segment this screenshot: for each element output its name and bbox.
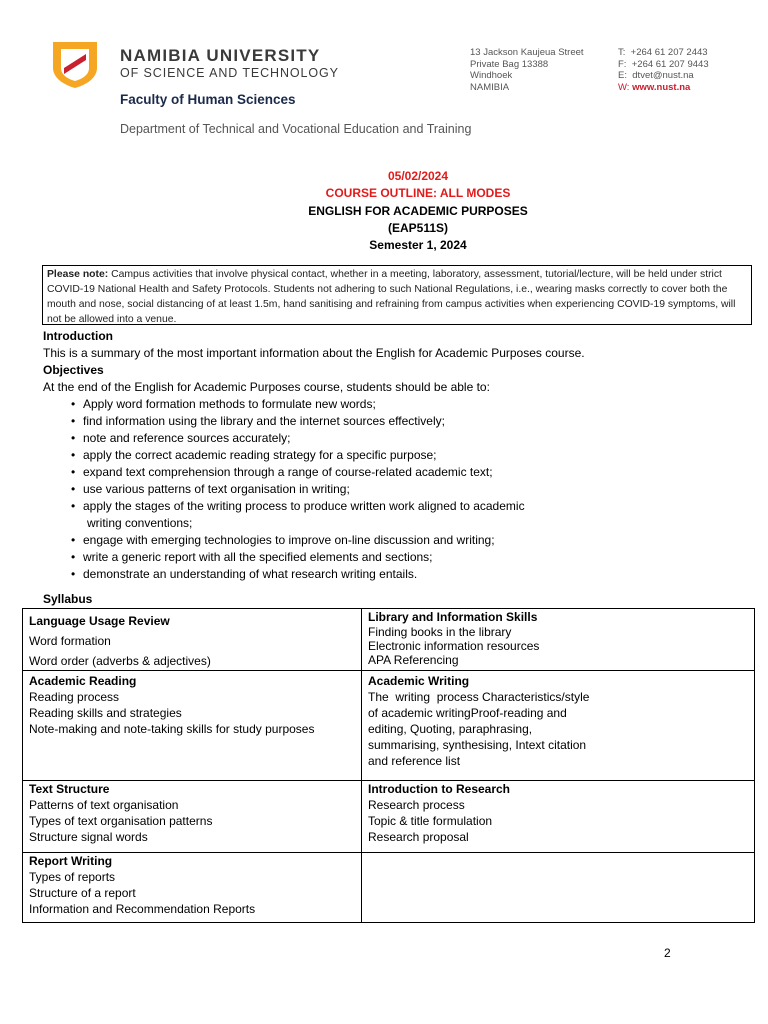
web-link[interactable]: www.nust.na [632, 81, 691, 93]
cell-title: Academic Writing [368, 674, 470, 688]
table-cell [23, 609, 362, 671]
syllabus-heading: Syllabus [43, 592, 93, 606]
table-cell [362, 671, 755, 781]
table-cell [362, 781, 755, 853]
web-line [618, 82, 709, 94]
cell-line: editing, Quoting, paraphrasing, [368, 722, 533, 736]
address-line: Windhoek [470, 70, 513, 81]
email-line [618, 70, 709, 82]
cell-line: Patterns of text organisation [29, 798, 179, 812]
department-name: Department of Technical and Vocational Education and Training [120, 122, 472, 136]
email-value: dtvet@nust.na [632, 70, 694, 81]
cell-title: Library and Information Skills [368, 610, 538, 624]
objective-item: • use various patterns of text organisation in writing; [83, 481, 743, 498]
objective-item: • expand text comprehension through a range of course-related academic text; [83, 464, 743, 481]
cell-line: Electronic information resources [368, 639, 540, 653]
nust-logo [50, 38, 100, 90]
cell-line: of academic writingProof-reading and [368, 706, 567, 720]
table-row [23, 609, 755, 671]
table-cell-empty [362, 853, 755, 923]
outline-mode: COURSE OUTLINE: ALL MODES [325, 186, 511, 201]
university-name: NAMIBIA UNIVERSITY [120, 46, 321, 65]
cell-line: Word formation [29, 634, 111, 648]
objective-item: • apply the correct academic reading strategy for a specific purpose; [83, 447, 743, 464]
objective-item-text: apply the stages of the writing process to produce written work aligned to academic [83, 499, 525, 513]
cell-line: Information and Recommendation Reports [29, 902, 256, 916]
cell-line: Structure of a report [29, 886, 136, 900]
web-label: W: [618, 81, 630, 93]
objectives-list [43, 396, 743, 583]
outline-date: 05/02/2024 [387, 169, 449, 183]
objective-item-continuation: writing conventions; [87, 516, 193, 530]
covid-notice-box [42, 265, 752, 325]
cell-line: summarising, synthesising, Intext citation [368, 738, 587, 752]
cell-line: Structure signal words [29, 830, 148, 844]
faculty-name: Faculty of Human Sciences [120, 92, 296, 107]
table-cell [23, 781, 362, 853]
cell-line: Reading process [29, 690, 120, 704]
course-title-block [0, 168, 768, 254]
notice-text: Campus activities that involve physical contact, whether in a meeting, laboratory, assessment, tutorial/lecture, will be held under strict COVID-19 National Health and Safety Protocols. Students not adhering to such National Regulations, i.e., wearing masks correctly to cover both the mouth and nose, social distancing of at least 1.5m, hand sanitising and refraining from campus activities when experiencing COVID-19 symptoms, will not be allowed into a venue. [47, 269, 736, 325]
address-line: 13 Jackson Kaujeua Street [470, 47, 584, 58]
cell-line: APA Referencing [368, 653, 459, 667]
table-row [23, 671, 755, 781]
introduction-text: This is a summary of the most important information about the English for Academic Purposes course. [43, 346, 585, 360]
cell-line: Types of reports [29, 870, 116, 884]
phone-value: +264 61 207 2443 [630, 47, 708, 58]
contact-block [618, 47, 709, 93]
cell-line: Note-making and note-taking skills for study purposes [29, 722, 315, 736]
cell-title: Introduction to Research [368, 782, 511, 796]
phone-line [618, 47, 709, 59]
university-subtitle: OF SCIENCE AND TECHNOLOGY [120, 66, 339, 80]
table-cell [23, 671, 362, 781]
cell-line: Types of text organisation patterns [29, 814, 213, 828]
objective-item: • Apply word formation methods to formulate new words; [83, 396, 743, 413]
introduction-heading: Introduction [43, 329, 113, 343]
fax-value: +264 61 207 9443 [631, 58, 709, 70]
cell-line: and reference list [368, 754, 461, 768]
objective-item: • engage with emerging technologies to improve on-line discussion and writing; [83, 532, 743, 549]
cell-line: Word order (adverbs & adjectives) [29, 654, 211, 668]
objectives-heading: Objectives [43, 363, 104, 377]
objective-item: • note and reference sources accurately; [83, 430, 743, 447]
course-code: (EAP511S) [387, 220, 449, 235]
cell-line: Topic & title formulation [368, 814, 493, 828]
page-number: 2 [664, 946, 671, 960]
notice-label: Please note: [47, 269, 109, 280]
objective-item: • find information using the library and the internet sources effectively; [83, 413, 743, 430]
cell-title: Language Usage Review [29, 614, 170, 628]
address-line: NAMIBIA [470, 81, 510, 93]
outline-body [43, 328, 743, 583]
cell-line: Research proposal [368, 830, 469, 844]
table-row [23, 853, 755, 923]
cell-line: Research process [368, 798, 465, 812]
cell-title: Report Writing [29, 854, 113, 868]
phone-label: T: [618, 47, 626, 58]
fax-line [618, 59, 709, 71]
cell-line: Finding books in the library [368, 625, 512, 639]
cell-title: Academic Reading [29, 674, 137, 688]
table-cell [362, 609, 755, 671]
objectives-intro: At the end of the English for Academic Purposes course, students should be able to: [43, 380, 490, 394]
table-row [23, 781, 755, 853]
objective-item [83, 498, 743, 532]
cell-line: The writing process Characteristics/style [368, 690, 590, 704]
cell-title: Text Structure [29, 782, 110, 796]
fax-label: F: [618, 58, 627, 70]
syllabus-table [22, 608, 755, 923]
address-line: Private Bag 13388 [470, 58, 549, 70]
email-label: E: [618, 70, 627, 81]
objective-item: • demonstrate an understanding of what research writing entails. [83, 566, 743, 583]
semester: Semester 1, 2024 [369, 238, 467, 253]
cell-line: Reading skills and strategies [29, 706, 182, 720]
objective-item: • write a generic report with all the specified elements and sections; [83, 549, 743, 566]
course-name: ENGLISH FOR ACADEMIC PURPOSES [308, 203, 528, 218]
address-block [470, 47, 584, 93]
table-cell [23, 853, 362, 923]
